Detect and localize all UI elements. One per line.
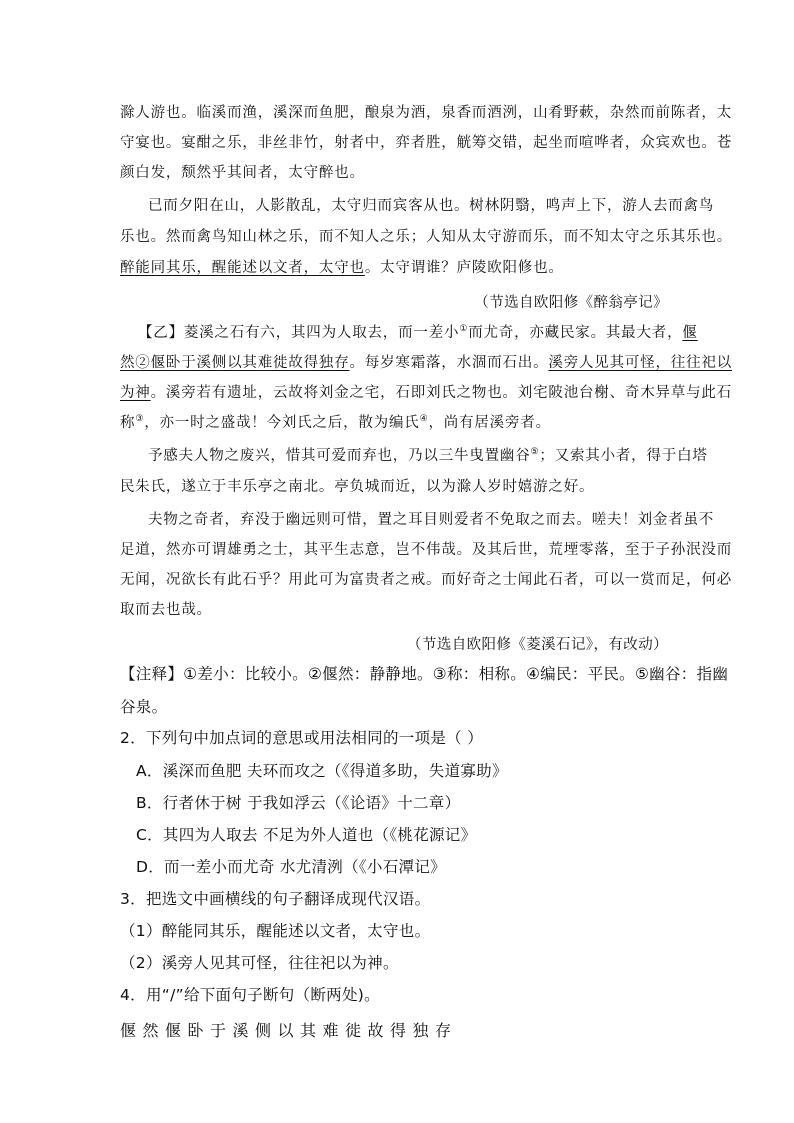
q3-item-1: （1）醉能同其乐，醒能述以文者，太守也。: [120, 922, 431, 940]
yi-line4-b: ，亦一时之盛哉！今刘氏之后，散为编氏: [144, 415, 420, 431]
underlined-sentence-1: 醉能同其乐，醒能述以文者，太守也: [120, 260, 365, 276]
jia-p2-line1: 已而夕阳在山，人影散乱，太守归而宾客从也。树林阴翳，鸣声上下，游人去而禽鸟: [148, 198, 715, 214]
yi-p2-line1-tail: ；又索其小者，得于白塔: [539, 448, 708, 464]
question-3: 3．把选文中画横线的句子翻译成现代汉语。: [120, 890, 431, 908]
yi-p3-line2: 足道，然亦可谓雄勇之士，其平生志意，岂不伟哉。及其后世，荒堙零落，至于子孙泯没而: [120, 542, 732, 558]
q2-option-c: C．其四为人取去 不足为外人道也（《桃花源记》: [136, 826, 477, 844]
yi-line1-tail: 而尤奇，亦藏民家。其最大者，: [468, 325, 683, 341]
underlined-yan: 偃: [682, 325, 698, 341]
q2-option-d: D．而一差小而尤奇 水尤清洌（《小石潭记》: [136, 858, 446, 876]
yi-line3-tail: 。溪旁若有遗址，云故将刘金之宅，石即刘氏之物也。刘宅陂池台榭、奇木异草与此石: [150, 385, 733, 401]
note-marker-4: ④: [419, 414, 429, 425]
jia-p2-tail: 。太守谓谁？庐陵欧阳修也。: [364, 260, 564, 276]
yi-p2-line1: [148, 446, 708, 466]
notes-line2: 谷泉。: [120, 698, 168, 716]
yi-source: （节选自欧阳修《菱溪石记》，有改动）: [407, 637, 668, 653]
underlined-sentence-2a: 溪旁人见其可怪，往往祀以: [548, 355, 733, 371]
yi-p2-line1-text: 予感夫人物之废兴，惜其可爱而弃也，乃以三牛曳置幽谷: [148, 448, 531, 464]
yi-p2-line2: 民朱氏，遂立于丰乐亭之南北。亭负城而近，以为滁人岁时嬉游之好。: [120, 479, 595, 495]
yi-p3-line3: 无闻，况欲长有此石乎？用此可为富贵者之戒。而好奇之士闻此石者，可以一赏而足，何必: [120, 572, 732, 588]
yi-line4: [120, 413, 680, 433]
jia-p2-line2: 乐也。然而禽鸟知山林之乐，而不知人之乐；人知从太守游而乐，而不知太守之乐其乐也。: [120, 229, 732, 245]
yi-p3-line4: 取而去也哉。: [120, 602, 212, 618]
note-marker-5: ⑤: [530, 447, 540, 458]
jia-p2-line3: [120, 258, 680, 278]
notes-line1: 【注释】①差小：比较小。②偃然：静静地。③称：相称。④编民：平民。⑤幽谷：指幽: [120, 665, 729, 683]
yi-line2-mid: 。每岁寒霜落，水涸而石出。: [349, 355, 549, 371]
q2-option-b: B．行者休于树 于我如浮云（《论语》十二章）: [136, 794, 461, 812]
question-4: 4．用“/”给下面句子断句（断两处)。: [120, 986, 380, 1004]
jia-p1-line2: 守宴也。宴酣之乐，非丝非竹，射者中，弈者胜，觥筹交错，起坐而喧哗者，众宾欢也。苍: [120, 135, 732, 151]
jia-p1-line1: 滁人游也。临溪而渔，溪深而鱼肥，酿泉为酒，泉香而酒洌，山肴野蔌，杂然而前陈者，太: [120, 105, 732, 121]
yi-p3-line1: 夫物之奇者，弃没于幽远则可惜，置之耳目则爱者不免取之而去。嗟夫！刘金者虽不: [148, 512, 715, 528]
jia-p1-line3: 颜白发，颓然乎其间者，太守醉也。: [120, 165, 365, 181]
q3-item-2: （2）溪旁人见其可怪，往往祀以为神。: [120, 954, 399, 972]
yi-line2: [120, 353, 733, 373]
yi-label: 【乙】: [138, 325, 184, 341]
yi-line4-a: 称: [120, 415, 136, 431]
yi-line1: [138, 323, 698, 343]
yi-line4-c: ，尚有居溪旁者。: [428, 415, 551, 431]
underlined-q4-sentence: 然②偃卧于溪侧以其难徙故得独存: [120, 355, 350, 371]
yi-line3: [120, 383, 733, 403]
note-marker-1: ①: [459, 324, 469, 335]
note-marker-3: ③: [135, 414, 145, 425]
q4-sentence: 偃然偃卧于溪侧以其难徙故得独存: [120, 1021, 458, 1040]
q2-option-a: A．溪深而鱼肥 夫环而攻之（《得道多助，失道寡助》: [136, 762, 508, 780]
jia-source: （节选自欧阳修《醉翁亭记》: [474, 295, 668, 311]
question-2: 2．下列句中加点词的意思或用法相同的一项是（ ）: [120, 729, 483, 747]
yi-line1-text: 菱溪之石有六，其四为人取去，而一差小: [183, 325, 460, 341]
underlined-sentence-2b: 为神: [120, 385, 151, 401]
